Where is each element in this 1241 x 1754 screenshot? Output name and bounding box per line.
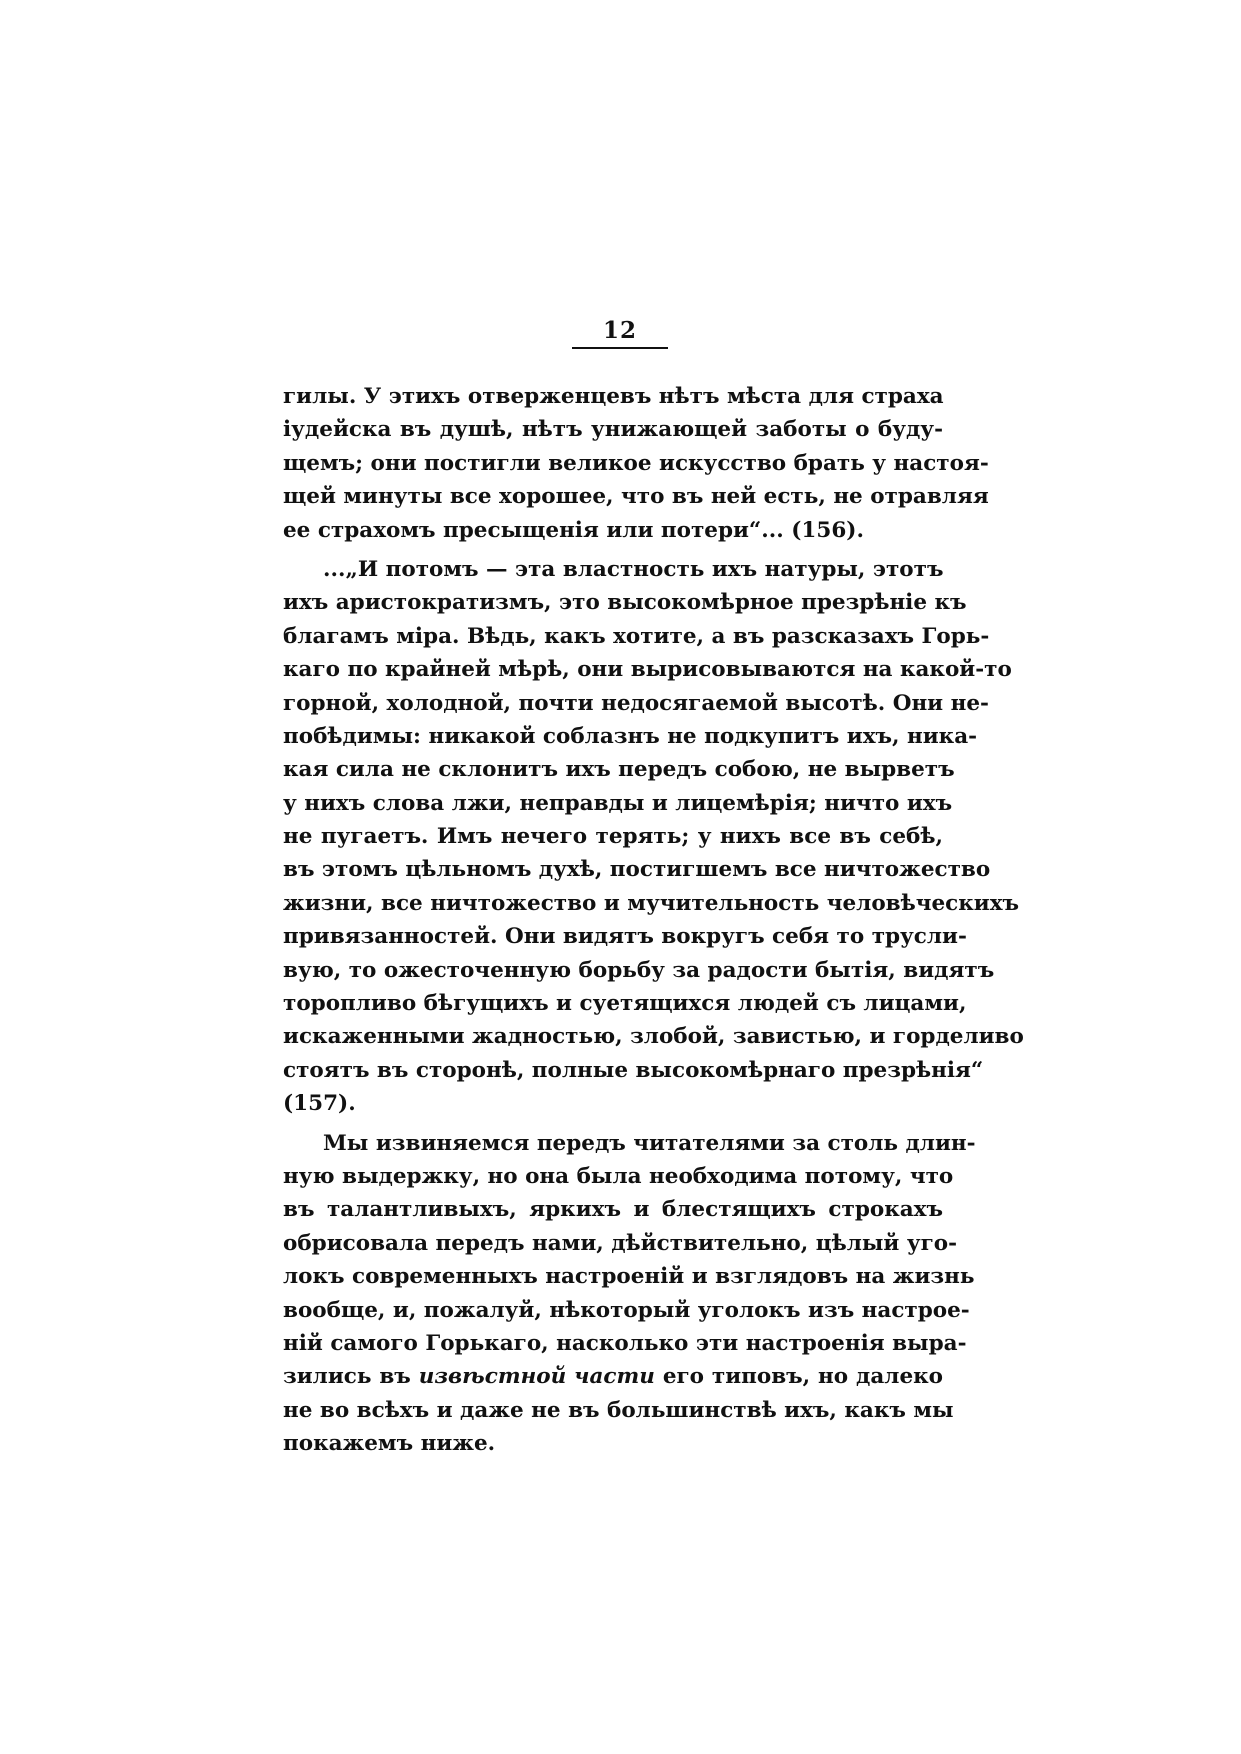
text-line: іудейска въ душѣ, нѣтъ унижающей заботы о буду-: [283, 417, 943, 443]
text-line: въ этомъ цѣльномъ духѣ, постигшемъ все ничтожество: [283, 857, 991, 883]
paragraph-2: [283, 553, 1024, 1121]
text-line: привязанностей. Они видятъ вокругъ себя то трусли-: [283, 924, 967, 950]
text-line: у нихъ слова лжи, неправды и лицемѣрія; ничто ихъ: [283, 790, 953, 816]
text-line: ній самого Горькаго, насколько эти настроенія выра-: [283, 1330, 967, 1356]
header-rule: [572, 347, 668, 349]
text-line: локъ современныхъ настроеній и взглядовъ на жизнь: [283, 1264, 975, 1290]
text-line: щемъ; они постигли великое искусство брать у настоя-: [283, 450, 989, 476]
text-line: обрисовала передъ нами, дѣйствительно, цѣлый уго-: [283, 1230, 958, 1256]
text-line: жизни, все ничтожество и мучительность человѣческихъ: [283, 890, 1020, 916]
text-line: ...„И потомъ — эта властность ихъ натуры, этотъ: [323, 556, 944, 582]
text-line: гилы. У этихъ отверженцевъ нѣтъ мѣста для страха: [283, 384, 944, 409]
text-line: покажемъ ниже.: [283, 1431, 496, 1457]
text-line: ную выдержку, но она была необходима потому, что: [283, 1163, 954, 1189]
emphasized-phrase: извѣстной части: [418, 1364, 655, 1390]
paragraph-3: [283, 1127, 976, 1461]
text-line: кая сила не склонитъ ихъ передъ собою, не вырветъ: [283, 757, 955, 783]
text-line: каго по крайней мѣрѣ, они вырисовываются на какой-то: [283, 657, 1012, 683]
text-line: вообще, и, пожалуй, нѣкоторый уголокъ изъ настрое-: [283, 1297, 970, 1323]
text-line: щей минуты все хорошее, что въ ней есть, не отравляя: [283, 484, 989, 510]
page-number: 12: [602, 317, 637, 344]
text-line: ихъ аристократизмъ, это высокомѣрное презрѣніе къ: [283, 590, 967, 616]
text-line-mixed: [283, 1360, 943, 1393]
text-segment: его типовъ, но далеко: [662, 1364, 943, 1390]
text-line: ее страхомъ пресыщенія или потери“... (156).: [283, 517, 864, 543]
text-line: торопливо бѣгущихъ и суетящихся людей съ лицами,: [283, 991, 967, 1017]
text-line: стоятъ въ сторонѣ, полные высокомѣрнаго презрѣнія“: [283, 1057, 984, 1083]
text-line: не во всѣхъ и даже не въ большинствѣ ихъ, какъ мы: [283, 1397, 954, 1423]
page-header: [560, 318, 680, 349]
text-line: побѣдимы: никакой соблазнъ не подкупитъ ихъ, ника-: [283, 723, 978, 749]
text-line: не пугаетъ. Имъ нечего терять; у нихъ все въ себѣ,: [283, 824, 943, 850]
text-line: благамъ міра. Вѣдь, какъ хотите, а въ разсказахъ Горь-: [283, 623, 990, 649]
text-line: въ талантливыхъ, яркихъ и блестящихъ строкахъ: [283, 1197, 943, 1223]
paragraph-1: [283, 380, 989, 547]
text-line: горной, холодной, почти недосягаемой высотѣ. Они не-: [283, 690, 989, 716]
text-line: вую, то ожесточенную борьбу за радости бытія, видятъ: [283, 957, 995, 983]
text-line: Мы извиняемся передъ читателями за столь длин-: [323, 1130, 976, 1156]
text-segment: зились въ: [283, 1364, 411, 1390]
text-line: (157).: [283, 1091, 356, 1117]
text-line: искаженными жадностью, злобой, завистью, и горделиво: [283, 1024, 1024, 1050]
body-text: [283, 380, 1024, 1461]
